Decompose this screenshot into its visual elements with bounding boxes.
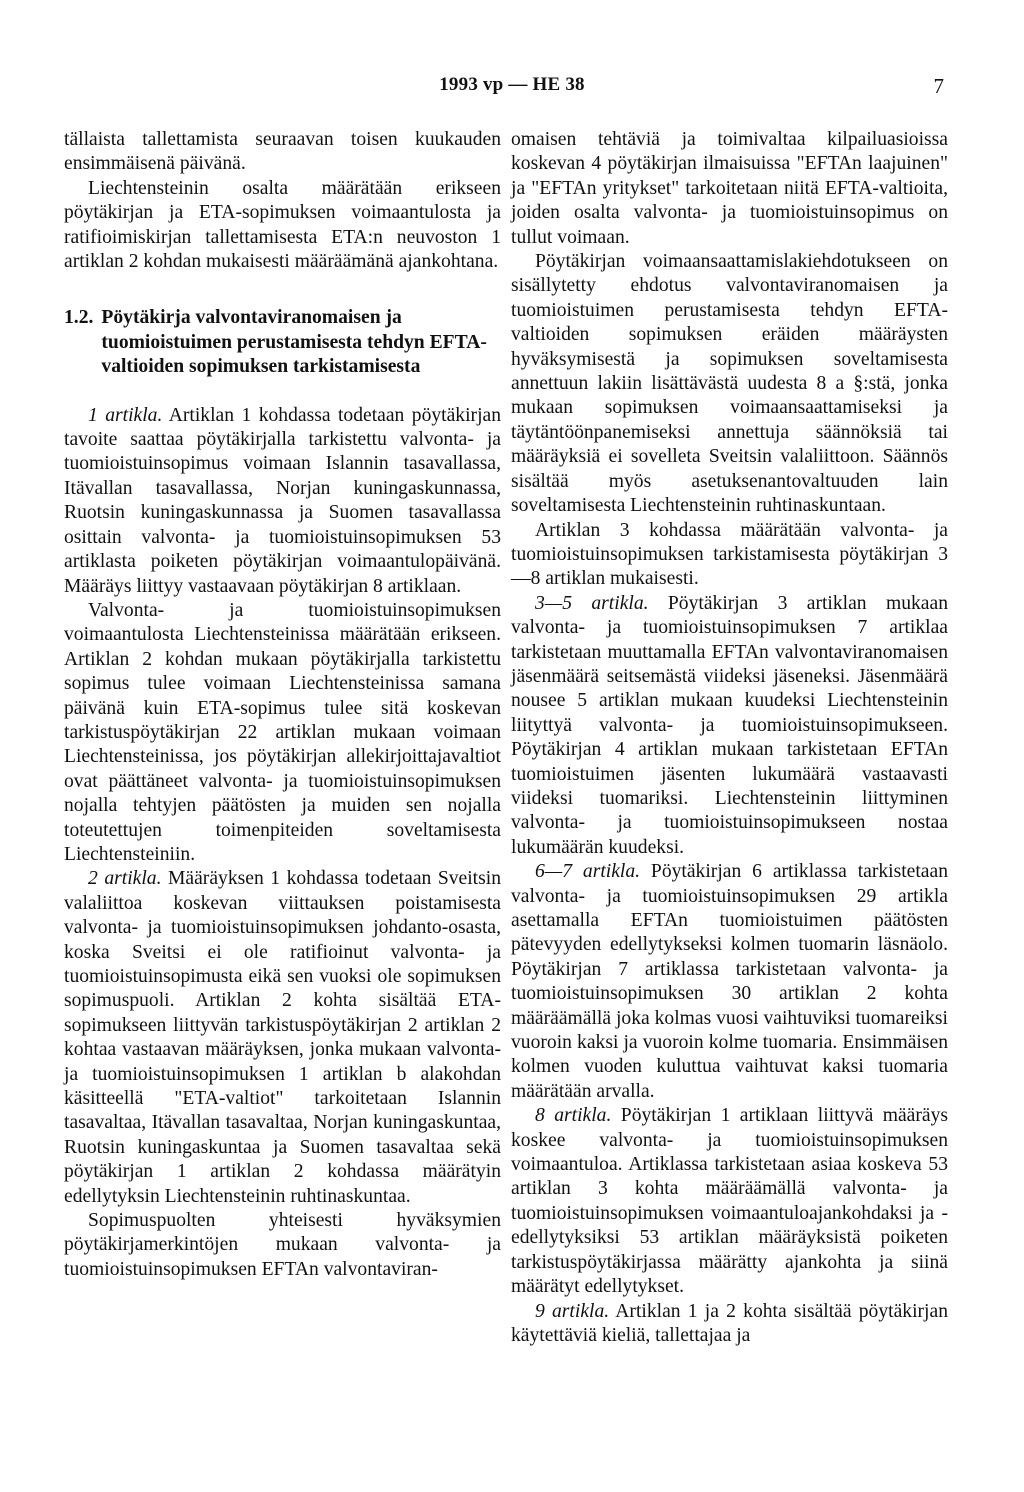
right-column xyxy=(511,128,948,1348)
article-paragraph xyxy=(511,1104,948,1299)
section-title: Pöytäkirja valvontaviranomaisen ja tuomioistuimen perustamisesta tehdyn EFTA-valtioiden sopimuksen tarkistamisesta xyxy=(101,307,487,378)
paragraph: Artiklan 3 kohdassa määrätään valvonta- ja tuomioistuinsopimuksen tarkistamisesta pöytäkirjan 3—8 artiklan mukaisesti. xyxy=(511,519,948,590)
running-title: 1993 vp — HE 38 xyxy=(439,74,585,95)
article-label: 3—5 artikla. xyxy=(535,592,649,614)
article-text: Artiklan 1 ja 2 kohta sisältää pöytäkirjan käytettäviä kieliä, tallettajaa ja xyxy=(511,1300,948,1346)
article-paragraph xyxy=(511,860,948,1104)
paragraph: Liechtensteinin osalta määrätään erikseen pöytäkirjan ja ETA-sopimuksen voimaantulosta ja ratifioimiskirjan tallettamisesta ETA:n neuvoston 1 artiklan 2 kohdan mukaisesti määräämänä ajankohtana. xyxy=(64,177,501,273)
article-paragraph xyxy=(64,404,501,599)
paragraph: Pöytäkirjan voimaansaattamislakiehdotukseen on sisällytetty ehdotus valvontaviranomaisen ja tuomioistuimen perustamisesta tehdyn EFTA-valtioiden sopimuksen eräiden määräysten hyväksymisestä ja sopimuksen soveltamisesta annettuun lakiin lisättävästä uudesta 8 a §:stä, jonka mukaan sopimuksen voimaansaattamiseksi ja täytäntöönpanemiseksi annettuja säännöksiä tai määräyksiä ei sovelleta Sveitsin valaliittoon. Säännös sisältää myös asetuksenantovaltuuden lain soveltamisesta Liechtensteinin ruhtinaskuntaan. xyxy=(511,251,948,517)
article-label: 2 artikla. xyxy=(88,868,162,890)
article-label: 1 artikla. xyxy=(88,404,163,426)
article-text: Pöytäkirjan 1 artiklaan liittyvä määräys koskee valvonta- ja tuomioistuinsopimuksen voimaantuloa. Artiklassa tarkistetaan asiaa koskeva 53 artiklan 3 kohta määräämällä valvonta- ja tuomioistuinsopimuksen voimaantuloajankohdaksi ja -edellytyksiksi 53 artiklan määräyksistä poiketen tarkistuspöytäkirjassa määrätty ajankohta ja siinä määrätyt edellytykset. xyxy=(511,1105,948,1298)
article-paragraph xyxy=(64,867,501,1209)
paragraph: tällaista tallettamista seuraavan toisen kuukauden ensimmäisenä päivänä. xyxy=(64,129,501,175)
article-label: 9 artikla. xyxy=(535,1300,610,1322)
page-number: 7 xyxy=(933,74,944,98)
article-text: Artiklan 1 kohdassa todetaan pöytäkirjan tavoite saattaa pöytäkirjalla tarkistettu valvonta- ja tuomioistuinsopimus voimaan Islannin tasavallassa, Itävallan tasavallassa, Norjan kuningaskunnassa, Ruotsin kuningaskunnassa ja Suomen tasavallassa osittain valvonta- ja tuomioistuinsopimuksen 53 artiklasta poiketen pöytäkirjan voimaantulopäivänä. Määräys liittyy vastaavaan pöytäkirjan 8 artiklaan. xyxy=(64,404,502,597)
left-column xyxy=(64,128,501,1282)
paragraph: Valvonta- ja tuomioistuinsopimuksen voimaantulosta Liechtensteinissa määrätään erikseen. Artiklan 2 kohdan mukaan pöytäkirjalla tarkistettu sopimus tulee voimaan Liechtensteinissa samana päivänä kuin ETA-sopimus tulee sitä koskevan tarkistuspöytäkirjan 22 artiklan mukaan voimaan Liechtensteinissa, jos pöytäkirjan allekirjoittajavaltiot ovat päättäneet valvonta- ja tuomioistuinsopimuksen nojalla tehtyjen päätösten ja muiden sen nojalla toteutettujen toimenpiteiden soveltamisesta Liechtensteiniin. xyxy=(64,599,501,865)
article-label: 6—7 artikla. xyxy=(535,861,641,883)
section-heading xyxy=(64,306,501,379)
article-text: Pöytäkirjan 3 artiklan mukaan valvonta- ja tuomioistuinsopimuksen 7 artiklaa tarkistetaan muuttamalla EFTAn valvontaviranomaisen jäsenmäärä seitsemästä viideksi jäseneksi. Jäsenmäärä nousee 5 artiklan mukaan kuudeksi Liechtensteinin liityttyä valvonta- ja tuomioistuinsopimukseen. Pöytäkirjan 4 artiklan mukaan tarkistetaan EFTAn tuomioistuimen jäsenten lukumäärä vastaavasti viideksi tuomariksi. Liechtensteinin liittyminen valvonta- ja tuomioistuinsopimukseen nostaa lukumäärän kuudeksi. xyxy=(511,592,948,858)
page-header xyxy=(0,74,1024,104)
section-number: 1.2. xyxy=(64,307,94,329)
article-paragraph xyxy=(511,592,948,860)
paragraph: Sopimuspuolten yhteisesti hyväksymien pöytäkirjamerkintöjen mukaan valvonta- ja tuomioistuinsopimuksen EFTAn valvontaviran- xyxy=(64,1210,501,1280)
article-paragraph xyxy=(511,1300,948,1349)
article-label: 8 artikla. xyxy=(535,1105,612,1127)
article-text: Pöytäkirjan 6 artiklassa tarkistetaan valvonta- ja tuomioistuinsopimuksen 29 artikla asettamalla EFTAn tuomioistuimen päätösten pätevyyden edellytykseksi kolmen tuomarin läsnäolo. Pöytäkirjan 7 artiklassa tarkistetaan valvonta- ja tuomioistuinsopimuksen 30 artiklan 2 kohta määräämällä joka kolmas vuosi vaihtuviksi tuomareiksi vuoroin kaksi ja vuoroin kolme tuomaria. Ensimmäisen kolmen vuoden kuluttua vaihtuvat kaksi tuomaria määrätään arvalla. xyxy=(511,861,948,1102)
article-text: Määräyksen 1 kohdassa todetaan Sveitsin valaliittoa koskevan viittauksen poistamisesta valvonta- ja tuomioistuinsopimuksen johdanto-osasta, koska Sveitsi ei ole ratifioinut valvonta- ja tuomioistuinsopimusta eikä sen vuoksi ole sopimuksen sopimuspuoli. Artiklan 2 kohta sisältää ETA-sopimukseen liittyvän tarkistuspöytäkirjan 2 artiklan 2 kohtaa vastaavan määräyksen, jonka mukaan valvonta- ja tuomioistuinsopimuksen 1 artiklan b alakohdan käsitteellä "ETA-valtiot" tarkoitetaan Islannin tasavaltaa, Itävallan tasavaltaa, Norjan kuningaskuntaa, Ruotsin kuningaskuntaa ja Suomen tasavaltaa sekä pöytäkirjan 1 artiklan 2 kohdassa määrätyin edellytyksin Liechtensteinin ruhtinaskuntaa. xyxy=(64,868,501,1207)
paragraph: omaisen tehtäviä ja toimivaltaa kilpailuasioissa koskevan 4 pöytäkirjan ilmaisuissa "EFTAn laajuinen" ja "EFTAn yritykset" tarkoitetaan niitä EFTA-valtioita, joiden osalta valvonta- ja tuomioistuinsopimus on tullut voimaan. xyxy=(511,129,948,248)
